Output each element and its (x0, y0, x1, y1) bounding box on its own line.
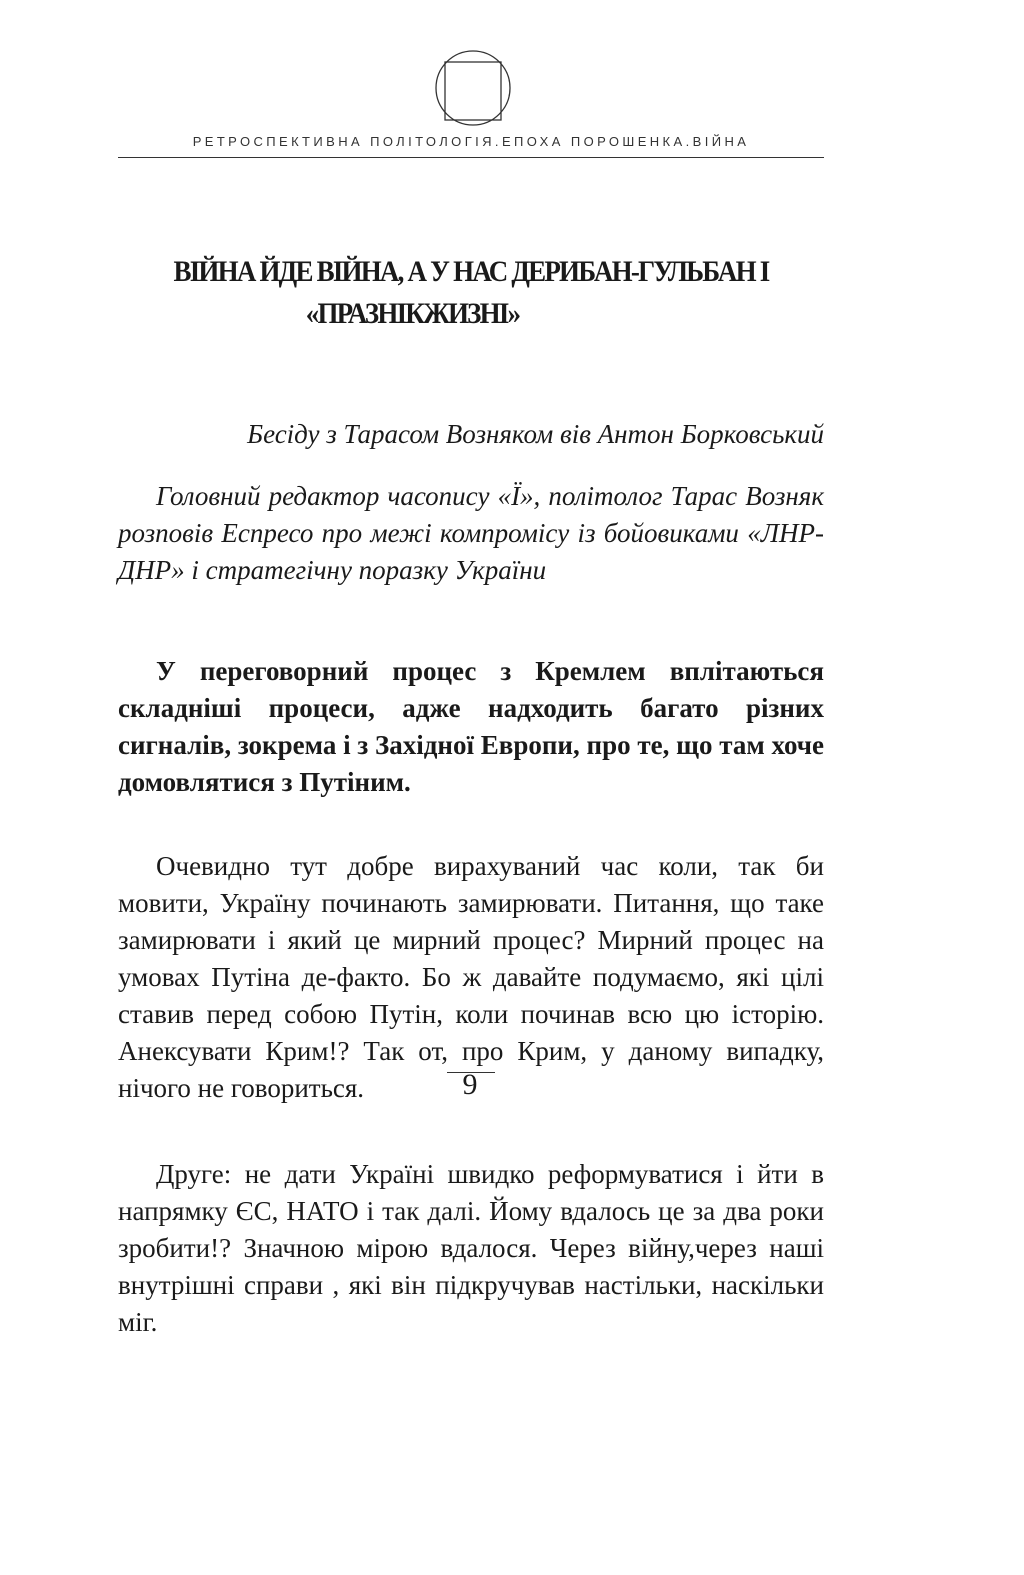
article-title (153, 251, 788, 335)
paragraph-text: Очевидно тут добре вирахуваний час коли, так би мовити, Україну починають замирювати. Питання, що таке замирювати і який це мирний процес? Мирний процес на умовах Путіна де-факто. Бо ж давайте подумаємо, які цілі ставив перед собою Путін, коли починав всю цю історію. Анексувати Крим!? Так от, про Крим, у даному випадку, нічого не говориться. (118, 851, 824, 1103)
title-line-2: «ПРАЗНІКЖИЗНІ» (305, 297, 520, 330)
header-divider (118, 157, 824, 158)
answer-paragraph-2 (118, 1156, 824, 1341)
running-head: РЕТРОСПЕКТИВНА ПОЛІТОЛОГІЯ.ЕПОХА ПОРОШЕНКА.ВІЙНА (192, 134, 750, 149)
lead-paragraph (118, 478, 824, 589)
page-number: 9 (462, 1068, 478, 1101)
paragraph-text: Друге: не дати Україні швидко реформуватися і йти в напрямку ЄС, НАТО і так далі. Йому вдалось це за два роки зробити!? Значною мірою вдалося. Через війну,через наші внутрішні справи , які він підкручував настільки, наскільки міг. (118, 1159, 824, 1337)
byline-text: Бесіду з Тарасом Возняком вів Антон Борковський (247, 419, 824, 449)
circle-square-logo-icon (433, 48, 513, 128)
question-text: У переговорний процес з Кремлем вплітаються складніші процеси, адже надходить багато різних сигналів, зокрема і з Західної Европи, про те, що там хоче домовлятися з Путіним. (118, 656, 824, 797)
interview-question (118, 653, 824, 801)
byline (118, 416, 824, 453)
lead-text: Головний редактор часопису «Ї», політолог Тарас Возняк розповів Еспресо про межі компромісу із бойовиками «ЛНР-ДНР» і стратегічну поразку України (118, 481, 824, 585)
title-line-1: ВІЙНА ЙДЕ ВІЙНА, А У НАС ДЕРИБАН-ГУЛЬБАН І (173, 255, 769, 288)
